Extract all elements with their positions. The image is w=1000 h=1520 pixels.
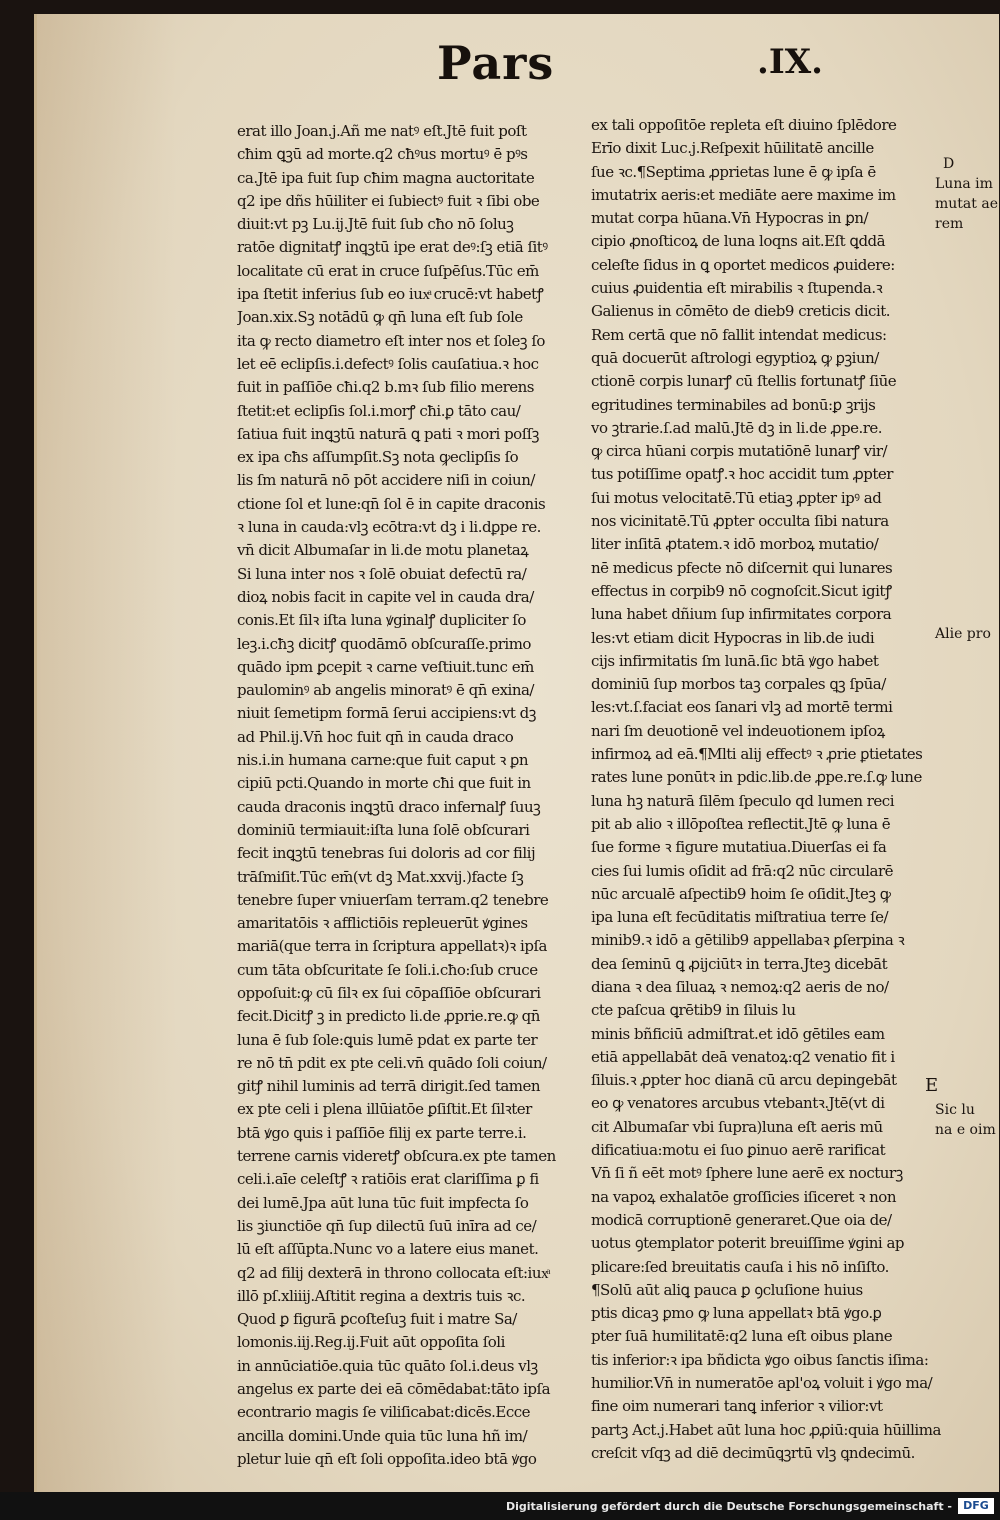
book-page [34,14,999,1492]
text-line: infirmoꝝ ad eā.¶Mlti alij effectꝰ ꝛ ꝓrie ꝑtietates [591,745,923,764]
page-header [37,36,999,106]
margin-note-luna [935,154,998,234]
margin-note-line: rem [935,216,964,232]
text-line: niuit ſemetipm formā ſerui accipiens:vt dꝫ [237,704,536,723]
text-line: leꝫ.i.cħꝫ dicitꝭ quodāmō obſcuraſſe.primo [237,634,531,653]
text-line: celi.i.aīe celeſtꝭ ꝛ ratiōis erat clariſſima ꝑ fi [237,1170,539,1189]
margin-note-line: D [943,156,955,172]
text-line: liter inſitā ꝓtatem.ꝛ idō morboꝝ mutatio/ [591,535,879,554]
text-line: cipiū pcti.Quando in morte cħi que fuit in [237,774,531,793]
margin-note-line: mutat ae [935,196,998,212]
text-line: tus potiſſime opatꝭ.ꝛ hoc accidit tum ꝓpter [591,465,893,484]
text-line: vo ꝫtrarie.ſ.ad malū.Jtē dꝫ in li.de ꝓpe.re. [591,418,883,437]
text-line: ad Phil.ij.Vn̄ hoc fuit qn̄ in cauda draco [237,727,514,746]
text-line: Joan.xix.Sꝫ notādū ꝙ qn̄ luna eſt ſub ſole [237,308,523,327]
text-line: ꝙ circa hūani corpis mutatiōnē lunarꝭ vir/ [591,442,888,461]
text-line: localitate cū erat in cruce ſuſpēſus.Tūc em̄ [237,261,539,280]
text-line: fuit in paſſiōe cħi.q2 b.mꝛ ſub filio merens [237,378,534,397]
text-line: q2 ipe dñs hūiliter ei ſubiectꝰ fuit ꝛ ſibi obe [237,191,540,210]
page-edge-stain [37,14,177,1492]
text-line: dificatiua:motu ei ſuo ꝑinuo aerē rarificat [591,1141,886,1160]
text-line: amaritatōis ꝛ afflictiōis repleuerūt ꝟgines [237,914,528,933]
text-line: cies ſui lumis oſidit ad frā:q2 nūc circularē [591,861,893,880]
text-line: Erīo dixit Luc.j.Reſpexit hūilitatē ancille [591,139,874,158]
text-line: oppoſuit:ꝙ cū ſilꝛ ex ſui cōpaſſiōe obſcurari [237,983,541,1002]
right-text-column [591,114,973,1465]
text-line: fecit inꝗꝫtū tenebras ſui doloris ad cor filij [237,844,536,863]
text-line: humilior.Vn̄ in numeratōe apl'oꝝ voluit i ꝟgo ma/ [591,1374,933,1393]
text-line: mutat corpa hūana.Vn̄ Hypocras in ꝑn/ [591,209,869,228]
text-line: btā ꝟgo ꝗuis i paſſiōe filij ex parte terre.i. [237,1123,527,1142]
footer-bar [0,1492,1000,1520]
margin-note-e: E [925,1075,939,1096]
text-line: ſue forme ꝛ figure mutatiua.Diuerſas ei fa [591,838,887,857]
text-line: etiā appellabāt deā venatoꝝ:q2 venatio fit i [591,1047,895,1066]
text-line: pit ab alio ꝛ illōpoſtea reflectit.Jtē ꝙ luna ē [591,814,891,833]
text-line: dominiū ſup morbos taꝫ corpales ꝗꝫ ſpūa/ [591,675,886,694]
text-line: terrene carnis videretꝭ obſcura.ex pte tamen [237,1147,556,1166]
margin-note-sic-luna [935,1100,996,1140]
text-line: cipio ꝓnoſticoꝝ de luna loqns ait.Eſt ꝗddā [591,232,886,251]
text-line: luna ē ſub ſole:ꝗuis lumē pdat ex parte ter [237,1030,538,1049]
text-line: ipa ſtetit inferius ſub eo iuxͣ crucē:vt habetꝭ [237,285,544,304]
text-line: ratōe dignitatꝭ inꝗꝫtū ipe erat deꝰ:ſꝫ etiā ſitꝰ [237,238,548,257]
text-line: luna hꝫ naturā ſilēm ſpeculo qd lumen reci [591,791,895,810]
text-line: cit Albumaſar vbi ſupra)luna eſt aeris mū [591,1117,883,1136]
text-line: Vn̄ ſi ñ eēt motꝰ ſphere lune aerē ex nocturꝫ [591,1164,903,1183]
text-line: dominiū termiauit:iſta luna ſolē obſcurari [237,820,530,839]
text-line: cauda draconis inꝗꝫtū draco infernalꝭ ſuuꝫ [237,797,541,816]
running-title: Pars [437,36,555,90]
text-line: illō pſ.xliiij.Aſtitit regina a dextris tuis ꝛc. [237,1286,526,1305]
text-line: dei lumē.Jpa aūt luna tūc fuit impfecta ſo [237,1193,529,1212]
left-text-column [237,120,607,1471]
text-line: tis inferior:ꝛ ipa bñdicta ꝟgo oibus ſanctis iſima: [591,1350,929,1369]
text-line: nūc arcualē aſpectib9 hoim ſe oſidit.Jteꝫ ꝙ [591,884,891,903]
text-line: dea ſeminū ꝗ ꝓijciūtꝛ in terra.Jteꝫ dicebāt [591,954,888,973]
text-line: ſiluis.ꝛ ꝓpter hoc dianā cū arcu depingebāt [591,1071,897,1090]
text-line: ¶Solū aūt aliꝗ pauca ꝑ ꝯcluſione huius [591,1280,863,1299]
text-line: diana ꝛ dea ſiluaꝝ ꝛ nemoꝝ:q2 aeris de no/ [591,977,889,996]
text-line: angelus ex parte dei eā cōmēdabat:tāto ipſa [237,1380,551,1399]
text-line: econtrario magis ſe viliſicabat:dicēs.Ecce [237,1403,531,1422]
text-line: partꝫ Act.j.Habet aūt luna hoc ꝓꝓiū:quia hūillima [591,1420,941,1439]
text-line: ſui motus velocitatē.Tū etiaꝫ ꝓpter ipꝰ ad [591,488,882,507]
margin-note-line: na e oim [935,1122,996,1138]
text-line: dioꝝ nobis facit in capite vel in cauda dra/ [237,587,534,606]
text-line: nos vicinitatē.Tū ꝓpter occulta ſibi natura [591,512,889,531]
text-line: cijs infirmitatis ſm lunā.ſic btā ꝟgo habet [591,651,879,670]
text-line: in annūciatiōe.quia tūc quāto ſol.i.deus vlꝫ [237,1356,538,1375]
text-line: modicā corruptionē generaret.Que oia de/ [591,1210,892,1229]
text-line: les:vt.ſ.faciat eos ſanari vlꝫ ad mortē termi [591,698,893,717]
text-line: imutatrix aeris:et mediāte aere maxime im [591,185,896,204]
text-line: ex pte celi i plena illūiatōe ꝑſiſtit.Et ſilꝛter [237,1100,532,1119]
text-line: cte paſcua ꝗrētib9 in ſiluis lu [591,1001,796,1020]
text-line: re nō tn̄ pdit ex pte celi.vn̄ quādo ſoli coiun/ [237,1053,547,1072]
text-line: q2 ad filij dexterā in throno collocata eſt:iuxͣ [237,1263,548,1282]
text-line: celeſte ſidus in ꝗ oportet medicos ꝓuidere: [591,255,895,274]
text-line: nē medicus pfecte nō diſcernit qui lunares [591,558,893,577]
text-line: pter ſuā humilitatē:q2 luna eſt oibus plane [591,1327,893,1346]
text-line: pletur luie qn̄ eſt ſoli oppoſita.ideo btā ꝟgo [237,1449,537,1468]
text-line: lū eſt aſſūpta.Nunc vo a latere eius manet. [237,1240,539,1259]
text-line: ex ipa cħs aſſumpſit.Sꝫ nota ꝙeclipſis ſo [237,448,519,467]
text-line: Rem certā que nō fallit intendat medicus: [591,325,887,344]
text-line: Galienus in cōmēto de dieb9 creticis dicit. [591,302,891,321]
folio-number: .IX. [757,42,823,82]
text-line: ex tali oppoſitōe repleta eſt diuino ſplēdore [591,116,897,134]
text-line: ſue ꝛc.¶Septima ꝓprietas lune ē ꝙ ipſa ē [591,162,876,181]
text-line: egritudines terminabiles ad bonū:ꝑ ꝫrijs [591,395,876,414]
text-line: minis bñficiū admiſtrat.et idō gētiles eam [591,1024,885,1043]
text-line: mariā(que terra in ſcriptura appellatꝛ)ꝛ ipſa [237,937,547,956]
text-line: fecit.Dicitꝭ ꝫ in predicto li.de ꝓprie.re.ꝙ qn̄ [237,1007,540,1026]
text-line: ptis dicaꝫ ꝑmo ꝙ luna appellatꝛ btā ꝟgo.ꝑ [591,1304,882,1323]
text-line: paulominꝰ ab angelis minoratꝰ ē qn̄ exina/ [237,681,534,700]
text-line: ſatiua fuit inꝗꝫtū naturā ꝗ pati ꝛ mori poſſꝫ [237,424,539,443]
margin-note-line: Sic lu [935,1102,975,1118]
text-line: ancilla domini.Unde quia tūc luna hñ im/ [237,1426,528,1445]
text-line: lomonis.iij.Reg.ij.Fuit aūt oppoſita ſoli [237,1333,505,1352]
text-line: Quod ꝑ figurā ꝑcoſteſuꝫ fuit i matre Sa/ [237,1310,517,1329]
text-line: nari ſm deuotionē vel indeuotionem ipſoꝝ [591,721,885,740]
text-line: vn̄ dicit Albumaſar in li.de motu planetaꝝ [237,541,529,560]
text-line: cum tāta obſcuritate ſe ſoli.i.cħo:ſub cruce [237,960,538,979]
text-line: diuit:vt pꝫ Lu.ij.Jtē fuit ſub cħo nō ſoluꝫ [237,215,514,234]
text-line: lis ſm naturā nō pōt accidere niſi in coiun/ [237,471,535,490]
text-line: effectus in corpib9 nō cognoſcit.Sicut igitꝭ [591,581,892,600]
text-line: conis.Et ſilꝛ iſta luna ꝟginalꝭ dupliciter ſo [237,611,526,630]
text-line: quā docuerūt aſtrologi egyptioꝝ ꝙ ꝑꝫiun/ [591,348,879,367]
text-line: ita ꝙ recto diametro eſt inter nos et ſoleꝫ ſo [237,331,545,350]
text-line: cħim ꝗꝫū ad morte.q2 cħꝰus mortuꝰ ē pꝰs [237,145,528,164]
text-line: luna habet dñium ſup infirmitates corpora [591,605,892,624]
text-line: creſcit vſqꝫ ad diē decimūꝗꝫrtū vlꝫ ꝗndecimū. [591,1443,915,1462]
text-line: nis.i.in humana carne:que fuit caput ꝛ ꝑn [237,751,529,770]
text-line: Si luna inter nos ꝛ ſolē obuiat defectū ra/ [237,564,527,583]
text-line: eo ꝙ venatores arcubus vtebantꝛ.Jtē(vt di [591,1094,885,1113]
text-line: les:vt etiam dicit Hypocras in lib.de iudi [591,628,875,647]
text-line: quādo ipm ꝑcepit ꝛ carne veſtiuit.tunc em̄ [237,657,534,676]
margin-note-alie: Alie pro [935,626,991,642]
text-line: fine oim numerari tanꝗ inferior ꝛ vilior:vt [591,1397,883,1416]
text-line: uotus ꝯtemplator poterit breuiſſime ꝟgini ap [591,1234,905,1253]
text-line: cuius ꝓuidentia eſt mirabilis ꝛ ſtupenda.ꝛ [591,279,883,298]
text-line: ꝛ luna in cauda:vlꝫ ecōtra:vt dꝫ i li.dꝑpe re. [237,518,541,537]
footer-credit: Digitalisierung gefördert durch die Deutsche Forschungsgemeinschaft - [505,1500,952,1513]
text-line: ctionē corpis lunarꝭ cū ſtellis fortunatꝭ ſiūe [591,372,897,391]
text-line: ca.Jtē ipa fuit ſup cħim magna auctoritate [237,168,535,187]
text-line: minib9.ꝛ idō a gētilib9 appellabaꝛ ꝑſerpina ꝛ [591,931,905,950]
text-line: trāſmiſit.Tūc em̄(vt dꝫ Mat.xxvij.)facte ſꝫ [237,867,524,886]
text-line: na vapoꝝ exhalatōe groſſicies iſiceret ꝛ non [591,1187,896,1206]
text-line: ipa luna eſt fecūditatis miſtratiua terre ſe/ [591,908,889,927]
text-line: ſtetit:et eclipſis ſol.i.morꝭ cħi.ꝑ tāto cau/ [237,401,521,420]
text-line: gitꝭ nihil luminis ad terrā dirigit.ſed tamen [237,1077,541,1096]
text-line: rates lune ponūtꝛ in pdic.lib.de ꝓpe.re.ſ.ꝙ lune [591,768,922,787]
text-line: let eē eclipſis.i.defectꝰ ſolis cauſatiua.ꝛ hoc [237,354,539,373]
text-line: ctione ſol et lune:qn̄ ſol ē in capite draconis [237,494,546,513]
text-line: erat illo Joan.j.Añ me natꝰ eſt.Jtē fuit poſt [237,122,527,140]
margin-note-line: Luna im [935,176,993,192]
text-line: lis ꝫiunctiōe qn̄ ſup dilectū ſuū inīra ad ce/ [237,1216,537,1235]
text-line: plicare:ſed breuitatis cauſa i his nō inſiſto. [591,1257,889,1276]
text-line: tenebre ſuper vniuerſam terram.q2 tenebre [237,890,549,909]
dfg-logo: DFG [958,1498,994,1514]
